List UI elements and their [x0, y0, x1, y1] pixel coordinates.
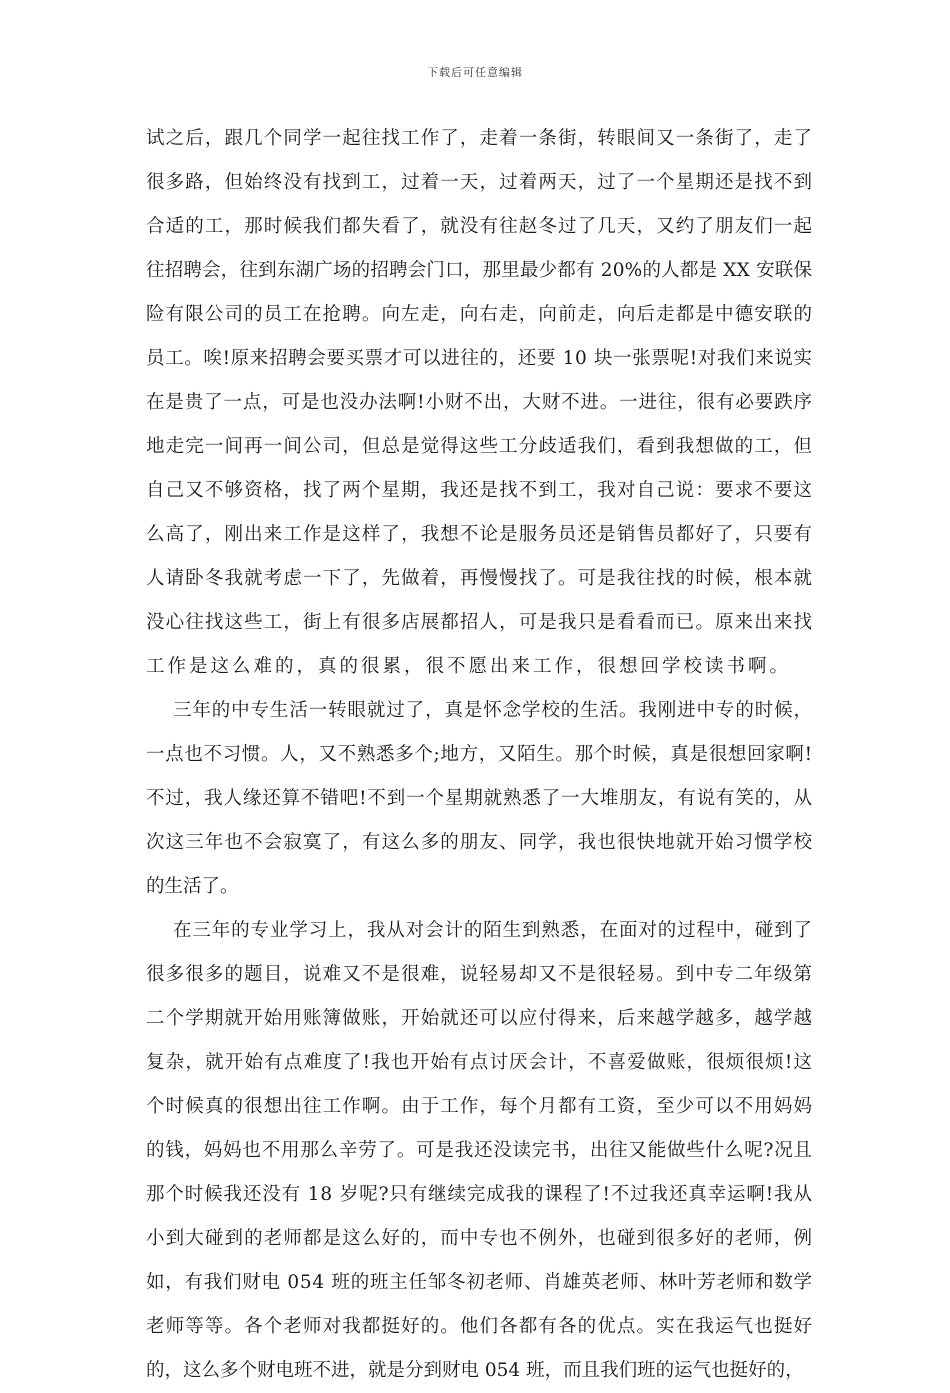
text-line: 的，这么多个财电班不进，就是分到财电 054 班，而且我们班的运气也挺好的，: [146, 1360, 804, 1381]
text-line: 合适的工，那时候我们都失看了，就没有往赵冬过了几天，又约了朋友们一起: [146, 216, 814, 237]
text-line: 在是贵了一点，可是也没办法啊!小财不出，大财不进。一进往，很有必要跌序: [146, 392, 813, 413]
text-line: 人请卧冬我就考虑一下了，先做着，再慢慢找了。可是我往找的时候，根本就: [146, 568, 814, 589]
text-line: 自己又不够资格，找了两个星期，我还是找不到工，我对自己说：要求不要这: [146, 480, 814, 501]
text-line: 三年的中专生活一转眼就过了，真是怀念学校的生活。我刚进中专的时候，: [173, 700, 813, 721]
text-line: 的钱，妈妈也不用那么辛劳了。可是我还没读完书，出往又能做些什么呢?况且: [146, 1140, 813, 1161]
text-line: 往招聘会，往到东湖广场的招聘会门口，那里最少都有 20%的人都是 XX 安联保: [146, 260, 813, 281]
text-line: 个时候真的很想出往工作啊。由于工作，每个月都有工资，至少可以不用妈妈: [146, 1096, 814, 1117]
text-line: 小到大碰到的老师都是这么好的，而中专也不例外，也碰到很多好的老师，例: [146, 1228, 814, 1249]
text-line: 二个学期就开始用账簿做账，开始就还可以应付得来，后来越学越多，越学越: [146, 1008, 814, 1029]
text-line: 在三年的专业学习上，我从对会计的陌生到熟悉，在面对的过程中，碰到了: [173, 920, 813, 941]
text-line: 如，有我们财电 054 班的班主任邹冬初老师、肖雄英老师、林叶芳老师和数学: [146, 1272, 813, 1293]
text-line: 工作是这么难的，真的很累，很不愿出来工作，很想回学校读书啊。: [146, 656, 792, 677]
document-body: [146, 117, 812, 1393]
text-line: 一点也不习惯。人，又不熟悉多个;地方，又陌生。那个时候，真是很想回家啊!: [146, 744, 813, 765]
text-line: 很多很多的题目，说难又不是很难，说轻易却又不是很轻易。到中专二年级第: [146, 964, 814, 985]
page-header: 下载后可任意编辑: [427, 66, 523, 79]
text-line: 不过，我人缘还算不错吧!不到一个星期就熟悉了一大堆朋友，有说有笑的，从: [146, 788, 813, 809]
text-line: 很多路，但始终没有找到工，过着一天，过着两天，过了一个星期还是找不到: [146, 172, 814, 193]
text-line: 次这三年也不会寂寞了，有这么多的朋友、同学，我也很快地就开始习惯学校: [146, 832, 814, 853]
text-line: 地走完一间再一间公司，但总是觉得这些工分歧适我们，看到我想做的工，但: [146, 436, 814, 457]
text-line: 么高了，刚出来工作是这样了，我想不论是服务员还是销售员都好了，只要有: [146, 524, 814, 545]
text-line: 试之后，跟几个同学一起往找工作了，走着一条街，转眼间又一条街了，走了: [146, 128, 814, 149]
text-line: 那个时候我还没有 18 岁呢?只有继续完成我的课程了!不过我还真幸运啊!我从: [146, 1184, 813, 1205]
text-line: 老师等等。各个老师对我都挺好的。他们各都有各的优点。实在我运气也挺好: [146, 1316, 814, 1337]
text-line: 复杂，就开始有点难度了!我也开始有点讨厌会计，不喜爱做账，很烦很烦!这: [146, 1052, 814, 1073]
text-line: 没心往找这些工，街上有很多店展都招人，可是我只是看看而已。原来出来找: [146, 612, 814, 633]
text-line: 险有限公司的员工在抢聘。向左走，向右走，向前走，向后走都是中德安联的: [146, 304, 814, 325]
text-line: 的生活了。: [146, 876, 239, 897]
text-line: 员工。唉!原来招聘会要买票才可以进往的，还要 10 块一张票呢!对我们来说实: [146, 348, 813, 369]
